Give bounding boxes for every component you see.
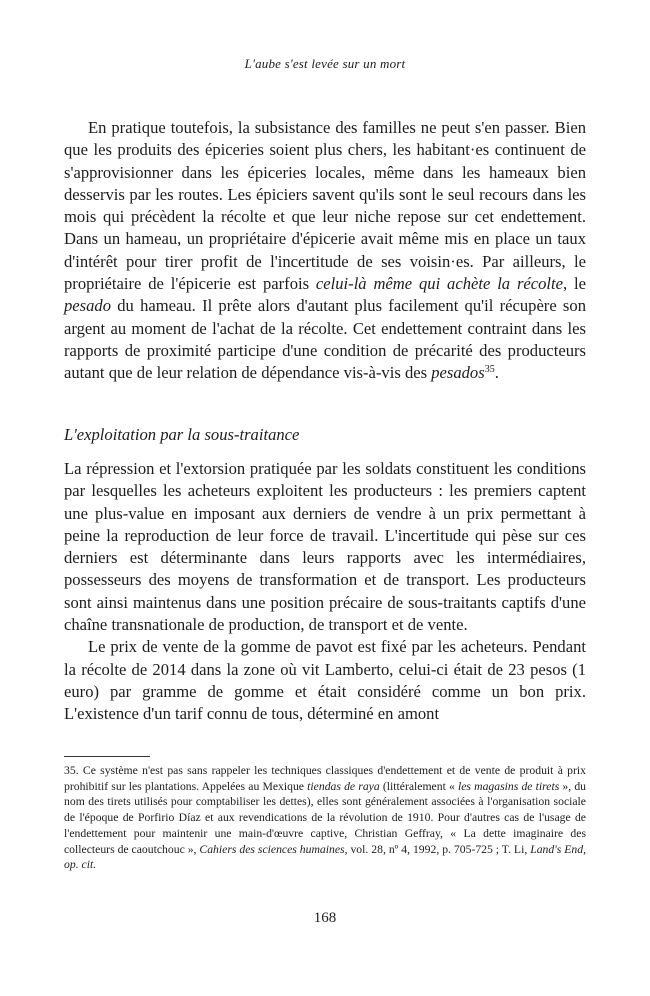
page-number: 168 <box>313 910 337 926</box>
fn-text-d: , vol. 28, nº 4, 1992, p. 705-725 ; T. Li, <box>344 842 531 856</box>
p1-text-end: . <box>494 363 499 383</box>
fn-italic-a: tiendas de raya <box>307 779 380 793</box>
p1-text-b: , le <box>563 274 587 294</box>
fn-text-e: , <box>583 842 586 856</box>
fn-text-a: 35. Ce système n'est pas sans rappeler les techniques classiques d'endettement et de vente de produit à prix prohibitif sur les plantations. Appelées au Mexique <box>64 764 586 793</box>
fn-italic-c: Cahiers des sciences humaines <box>199 842 345 856</box>
paragraph-1 <box>64 117 586 385</box>
paragraph-1-text <box>64 117 586 385</box>
fn-text-b: (littéralement « <box>379 779 458 793</box>
fn-italic-e: op. cit. <box>64 858 97 872</box>
section-heading: L'exploitation par la sous-traitance <box>64 425 300 444</box>
fn-italic-d: Land's End <box>530 842 584 856</box>
fn-text-c: », du nom des tirets utilisés pour comptabiliser les dettes), elles sont généralement associées à l'organisation sociale de l'époque de Porfirio Díaz et aux revendications de la révolution de 1910. Pour d'autres cas de l'usage de l'endettement pour maintenir une main-d'œuvre captive, Christian Geffray, « La dette imaginaire des collecteurs de caoutchouc », <box>64 779 587 856</box>
fn-italic-b: les magasins de tirets <box>458 779 560 793</box>
paragraph-3: Le prix de vente de la gomme de pavot est fixé par les acheteurs. Pendant la récolte de 2014 dans la zone où vit Lamberto, celui-ci était de 23 pesos (1 euro) par gramme de gomme et était considéré comme un bon prix. L'existence d'un tarif connu de tous, déterminé en amont <box>64 637 586 724</box>
p1-italic-a: celui-là même qui achète la récolte <box>315 274 564 294</box>
p1-italic-c: pesados <box>431 363 485 383</box>
p1-text-c: du hameau. Il prête alors d'autant plus facilement qu'il récupère son argent au moment de l'achat de la récolte. Cet endettement contraint dans les rapports de proximité participe d'une condition de précarité des producteurs autant que de leur relation de dépendance vis-à-vis des <box>64 296 586 383</box>
p1-italic-b: pesado <box>64 296 112 316</box>
section-body <box>64 458 586 726</box>
running-head: L'aube s'est levée sur un mort <box>244 56 406 71</box>
footnote-rule <box>64 756 150 757</box>
footnote-reference[interactable]: 35 <box>484 364 495 376</box>
p1-text-a: En pratique toutefois, la subsistance des familles ne peut s'en passer. Bien que les produits des épiceries soient plus chers, les habitant·es continuent de s'approvisionner dans les épiceries locales, même dans les hameaux bien desservis par les routes. Les épiciers savent qu'ils sont le seul recours dans les mois qui précèdent la récolte et que leur niche repose sur cet endettement. Dans un hameau, un propriétaire d'épicerie avait même mis en place un taux d'intérêt pour tirer profit de l'incertitude de ses voisin·es. Par ailleurs, le propriétaire de l'épicerie est parfois <box>64 118 586 294</box>
paragraph-2: La répression et l'extorsion pratiquée par les soldats constituent les conditions par lesquelles les acheteurs exploitent les producteurs : les premiers captent une plus-value en imposant aux derniers de vendre à un prix permettant à peine la reproduction de leur force de travail. L'incertitude qui pèse sur ces derniers est déterminante dans leurs rapports avec les intermédiaires, possesseurs des moyens de transformation et de transport. Les producteurs sont ainsi maintenus dans une position précaire de sous-traitants captifs d'une chaîne transnationale de production, de transport et de vente. <box>64 459 586 635</box>
footnote-35 <box>64 763 586 873</box>
